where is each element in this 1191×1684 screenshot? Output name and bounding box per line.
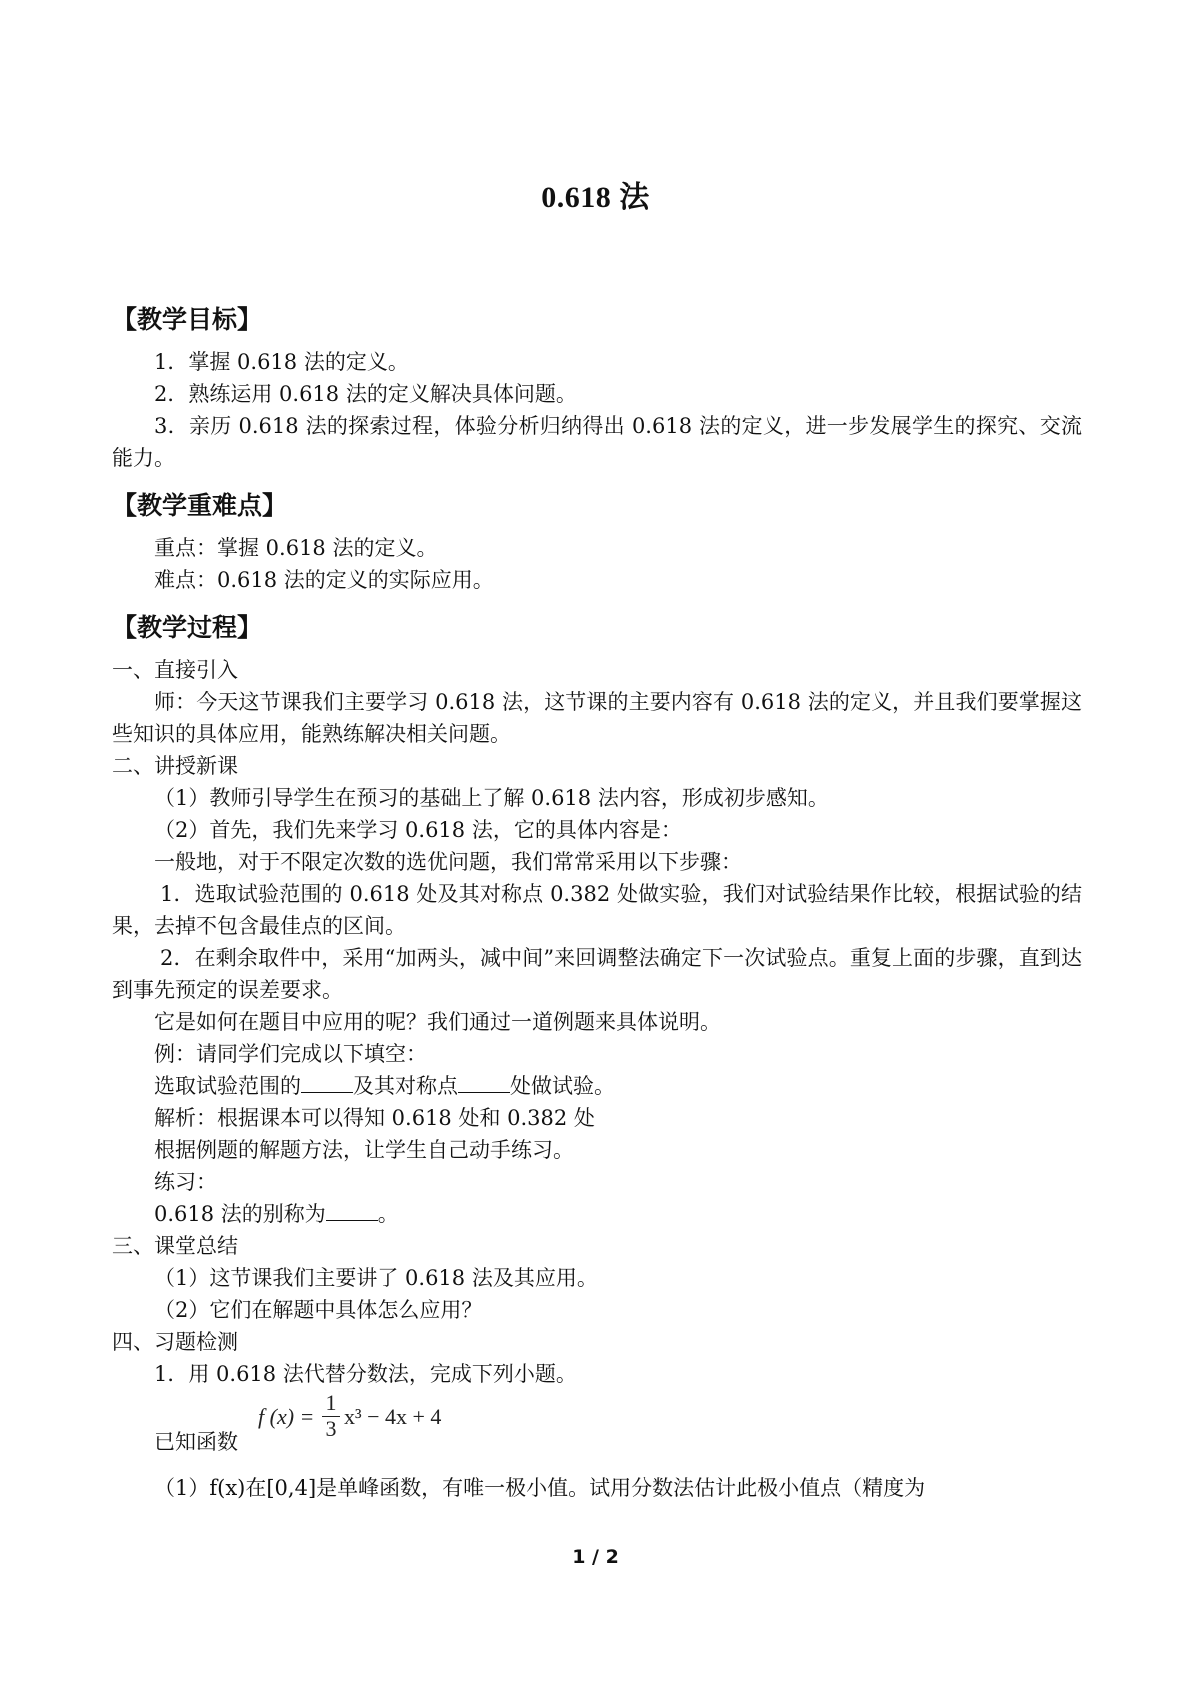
page-number: 1 / 2 <box>572 1546 619 1568</box>
function-definition <box>112 1390 1082 1462</box>
formula-fraction <box>322 1392 340 1441</box>
part3-title: 三、课堂总结 <box>112 1234 238 1258</box>
difficult-point: 难点：0.618 法的定义的实际应用。 <box>154 568 494 592</box>
function-formula <box>258 1392 468 1452</box>
goal-item-1: 1．掌握 0.618 法的定义。 <box>154 350 409 374</box>
blank-3 <box>326 1200 378 1221</box>
part4-title: 四、习题检测 <box>112 1330 238 1354</box>
part1-text: 师：今天这节课我们主要学习 0.618 法，这节课的主要内容有 0.618 法的定义，并且我们要掌握这些知识的具体应用，能熟练解决相关问题。 <box>112 690 1082 746</box>
question-how: 它是如何在题目中应用的呢？我们通过一道例题来具体说明。 <box>154 1010 721 1034</box>
goal-item-2: 2．熟练运用 0.618 法的定义解决具体问题。 <box>154 382 577 406</box>
analysis: 解析：根据课本可以得知 0.618 处和 0.382 处 <box>154 1106 595 1130</box>
fraction-numerator: 1 <box>325 1390 337 1415</box>
formula-lhs: f (x) = <box>258 1404 315 1429</box>
blank-1 <box>301 1072 353 1093</box>
practice-question: 0.618 法的别称为 。 <box>154 1202 399 1226</box>
part3-paragraph-1: （1）这节课我们主要讲了 0.618 法及其应用。 <box>154 1266 598 1290</box>
part3-paragraph-2: （2）它们在解题中具体怎么应用？ <box>154 1298 483 1322</box>
document-body <box>112 302 1082 1504</box>
heading-key-points: 【教学重难点】 <box>112 491 288 520</box>
fraction-denominator: 3 <box>325 1416 337 1441</box>
part2-paragraph-2: （2）首先，我们先来学习 0.618 法，它的具体内容是： <box>154 818 682 842</box>
formula-rhs: x³ − 4x + 4 <box>344 1404 442 1429</box>
heading-process: 【教学过程】 <box>112 613 263 642</box>
key-point: 重点：掌握 0.618 法的定义。 <box>154 536 438 560</box>
step-1: 1．选取试验范围的 0.618 处及其对称点 0.382 处做实验，我们对试验结果作比较，根据试验的结果，去掉不包含最佳点的区间。 <box>112 882 1082 938</box>
practice-hint: 根据例题的解题方法，让学生自己动手练习。 <box>154 1138 574 1162</box>
blank-2 <box>458 1072 510 1093</box>
goal-item-3: 3．亲历 0.618 法的探索过程，体验分析归纳得出 0.618 法的定义，进一步发展学生的探究、交流能力。 <box>112 414 1082 470</box>
part4-subquestion-1: （1）f(x)在[0,4]是单峰函数，有唯一极小值。试用分数法估计此极小值点（精度为 <box>154 1476 926 1500</box>
function-label: 已知函数 <box>154 1430 238 1454</box>
example-fill-in: 选取试验范围的 及其对称点 处做试验。 <box>154 1074 615 1098</box>
part2-paragraph-1: （1）教师引导学生在预习的基础上了解 0.618 法内容，形成初步感知。 <box>154 786 829 810</box>
page-title: 0.618 法 <box>541 181 650 214</box>
part2-title: 二、讲授新课 <box>112 754 238 778</box>
example-intro: 例：请同学们完成以下填空： <box>154 1042 427 1066</box>
part2-paragraph-3: 一般地，对于不限定次数的选优问题，我们常常采用以下步骤： <box>154 850 742 874</box>
heading-goals: 【教学目标】 <box>112 305 263 334</box>
step-2: 2．在剩余取件中，采用“加两头，减中间”来回调整法确定下一次试验点。重复上面的步骤，直到达到事先预定的误差要求。 <box>112 946 1082 1002</box>
practice-label: 练习： <box>154 1170 217 1194</box>
part1-title: 一、直接引入 <box>112 658 238 682</box>
part4-question-1: 1．用 0.618 法代替分数法，完成下列小题。 <box>154 1362 577 1386</box>
